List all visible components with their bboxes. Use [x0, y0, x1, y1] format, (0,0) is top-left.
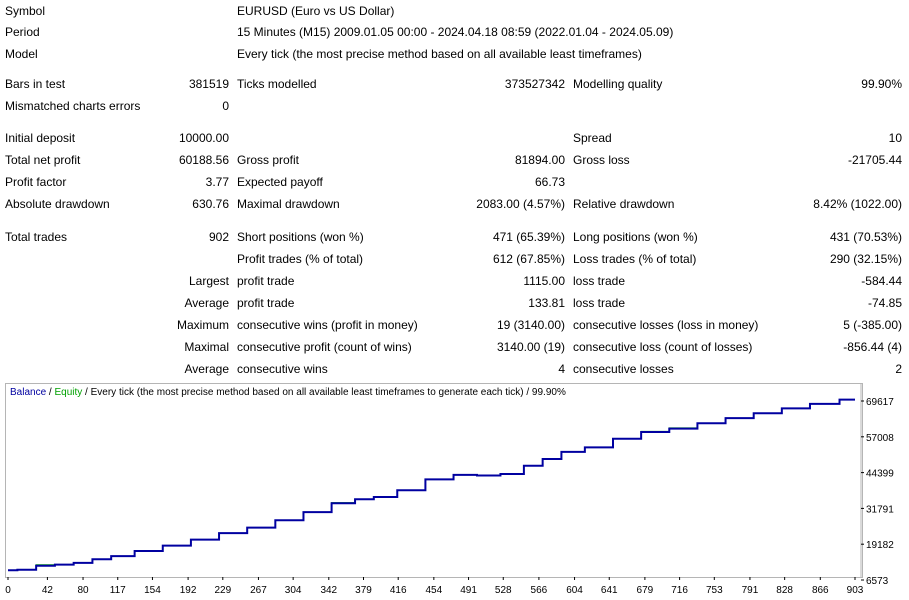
ticks-label: Ticks modelled [237, 77, 317, 91]
x-tick-label: 154 [144, 585, 161, 596]
absdd-label: Absolute drawdown [5, 197, 110, 211]
x-tick-label: 42 [41, 585, 53, 596]
x-tick-label: 379 [355, 585, 372, 596]
average-loss-value: -74.85 [867, 296, 902, 310]
x-tick-label: 903 [846, 585, 864, 596]
x-tick-label: 0 [5, 585, 11, 596]
average-profit-label: profit trade [237, 296, 295, 310]
maxdd-value: 2083.00 (4.57%) [476, 197, 565, 211]
quality-value: 99.90% [861, 77, 902, 91]
netprofit-label: Total net profit [5, 153, 81, 167]
model-value: Every tick (the most precise method based on all available least timeframes) [237, 47, 642, 61]
x-tick-label: 117 [109, 585, 126, 596]
x-tick-label: 528 [494, 585, 512, 596]
spread-value: 10 [888, 131, 902, 145]
series-line-balance [8, 400, 855, 571]
avg-wins-value: 4 [558, 362, 565, 376]
ptrades-label: Profit trades (% of total) [237, 252, 364, 266]
x-tick-label: 641 [600, 585, 618, 596]
legend-balance: Balance [10, 387, 47, 398]
maxdd-label: Maximal drawdown [237, 197, 340, 211]
grossprofit-label: Gross profit [237, 153, 300, 167]
y-tick-label: 44399 [866, 468, 894, 480]
reldd-value: 8.42% (1022.00) [813, 197, 902, 211]
maximal-profit-value: 3140.00 (19) [496, 340, 565, 354]
deposit-value: 10000.00 [178, 131, 229, 145]
y-tick-label: 57008 [866, 432, 894, 444]
y-tick-label: 6573 [866, 576, 889, 587]
period-label: Period [5, 25, 40, 39]
largest-label: Largest [188, 274, 229, 288]
absdd-value: 630.76 [192, 197, 229, 211]
pf-value: 3.77 [205, 175, 229, 189]
y-tick-label: 31791 [866, 504, 894, 516]
mismatch-label: Mismatched charts errors [5, 99, 141, 113]
largest-profit-value: 1115.00 [523, 274, 565, 288]
maximal-label: Maximal [184, 340, 229, 354]
spread-label: Spread [573, 131, 612, 145]
reldd-label: Relative drawdown [573, 197, 675, 211]
trades-value: 902 [208, 230, 229, 244]
x-tick-label: 566 [530, 585, 548, 596]
x-tick-label: 491 [460, 585, 477, 596]
short-value: 471 (65.39%) [492, 230, 565, 244]
max-losses-value: 5 (-385.00) [843, 318, 902, 332]
x-tick-label: 679 [636, 585, 654, 596]
payoff-value: 66.73 [534, 175, 565, 189]
x-tick-label: 304 [284, 585, 302, 596]
average-loss-label: loss trade [573, 296, 626, 310]
mismatch-value: 0 [222, 99, 229, 113]
payoff-label: Expected payoff [237, 175, 323, 189]
x-tick-label: 416 [389, 585, 407, 596]
x-tick-label: 229 [214, 585, 232, 596]
netprofit-value: 60188.56 [178, 153, 229, 167]
avg2-label: Average [184, 362, 229, 376]
max-wins-value: 19 (3140.00) [496, 318, 565, 332]
maximal-loss-value: -856.44 (4) [843, 340, 902, 354]
symbol-value: EURUSD (Euro vs US Dollar) [237, 4, 395, 18]
long-label: Long positions (won %) [573, 230, 698, 244]
y-tick-label: 69617 [866, 397, 894, 408]
avg-losses-value: 2 [895, 362, 902, 376]
largest-profit-label: profit trade [237, 274, 295, 288]
x-tick-label: 716 [671, 585, 688, 596]
largest-loss-value: -584.44 [861, 274, 902, 288]
quality-label: Modelling quality [573, 77, 663, 91]
avg-wins-label: consecutive wins [237, 362, 328, 376]
grossprofit-value: 81894.00 [514, 153, 565, 167]
x-tick-label: 753 [705, 585, 723, 596]
ticks-value: 373527342 [504, 77, 565, 91]
average-profit-value: 133.81 [528, 296, 565, 310]
bars-label: Bars in test [5, 77, 66, 91]
maximal-loss-label: consecutive loss (count of losses) [573, 340, 753, 354]
x-tick-label: 342 [320, 585, 338, 596]
average-label: Average [184, 296, 229, 310]
pf-label: Profit factor [5, 175, 67, 189]
y-tick-label: 19182 [866, 540, 894, 552]
legend-info: / Every tick (the most precise method based on all available least timeframes to generate each tick) / 99.90% [82, 387, 566, 398]
legend-equity: Equity [54, 387, 83, 398]
x-tick-label: 604 [566, 585, 583, 596]
x-tick-label: 454 [425, 585, 443, 596]
x-tick-label: 866 [811, 585, 829, 596]
short-label: Short positions (won %) [237, 230, 364, 244]
avg-losses-label: consecutive losses [573, 362, 674, 376]
deposit-label: Initial deposit [5, 131, 76, 145]
grossloss-label: Gross loss [573, 153, 630, 167]
model-label: Model [5, 47, 38, 61]
x-tick-label: 828 [776, 585, 793, 596]
ltrades-label: Loss trades (% of total) [573, 252, 697, 266]
maximum-label: Maximum [176, 318, 229, 332]
maximal-profit-label: consecutive profit (count of wins) [237, 340, 412, 354]
period-value: 15 Minutes (M15) 2009.01.05 00:00 - 2024.04.18 08:59 (2022.01.04 - 2024.05.09) [237, 25, 674, 39]
trades-label: Total trades [5, 230, 68, 244]
series-line-equity [8, 400, 855, 571]
x-tick-label: 267 [250, 585, 267, 596]
grossloss-value: -21705.44 [847, 153, 902, 167]
max-losses-label: consecutive losses (loss in money) [573, 318, 759, 332]
x-tick-label: 192 [179, 585, 197, 596]
legend-sep: / [46, 387, 55, 398]
x-tick-label: 80 [77, 585, 89, 596]
x-tick-label: 791 [741, 585, 759, 596]
long-value: 431 (70.53%) [829, 230, 902, 244]
ptrades-value: 612 (67.85%) [492, 252, 565, 266]
symbol-label: Symbol [5, 4, 46, 18]
bars-value: 381519 [188, 77, 229, 91]
ltrades-value: 290 (32.15%) [829, 252, 902, 266]
largest-loss-label: loss trade [573, 274, 626, 288]
max-wins-label: consecutive wins (profit in money) [237, 318, 418, 332]
